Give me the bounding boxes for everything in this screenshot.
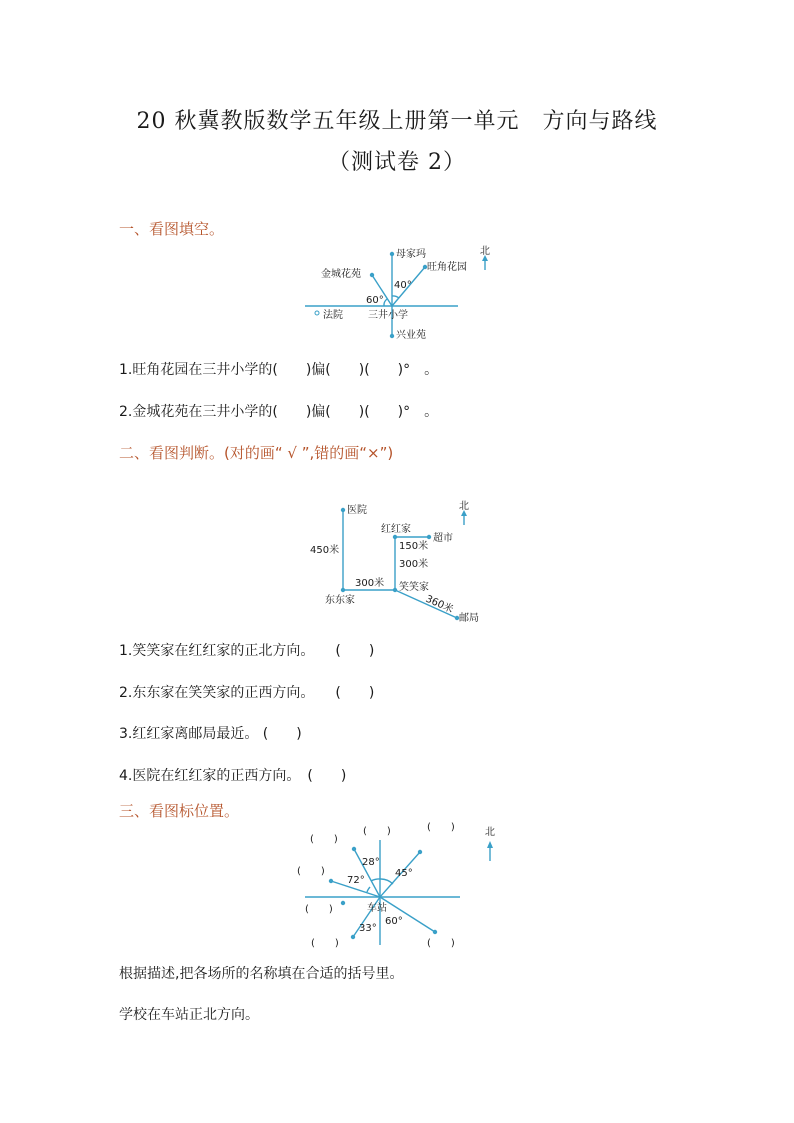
angle-72: 72° [347,875,365,886]
point-mujiama [390,252,394,256]
center-label: 车站 [367,903,387,914]
blank-g: ( ) [427,938,455,949]
blank-f: ( ) [311,938,339,949]
blank-d: ( ) [297,866,325,877]
section-1-heading: 一、看图填空。 [119,220,225,238]
label-jincheng: 金城花苑 [321,269,361,280]
arc-72 [367,887,370,892]
point-honghong [393,535,397,539]
section-2-heading: 二、看图判断。(对的画“ √ ”,错的画“×”) [119,444,394,462]
north-label-2: 北 [459,501,469,512]
angle-arc-60 [384,299,387,306]
label-fayuan: 法院 [323,310,343,321]
point-hospital [341,508,345,512]
dist-450: 450米 [310,545,340,556]
label-mujiama: 母家玛 [396,249,426,260]
arc-45 [380,879,393,884]
s2-question-1: 1.笑笑家在红红家的正北方向。 ( ) [119,643,375,659]
blank-e: ( ) [305,904,333,915]
angle-60: 60° [385,916,403,927]
dist-360: 360米 [423,593,455,616]
s3-line-1: 根据描述,把各场所的名称填在合适的括号里。 [119,966,404,982]
section-3-heading: 三、看图标位置。 [119,802,240,820]
page-subtitle: （测试卷 2） [328,150,466,175]
point-dongdong [341,588,345,592]
label-hospital: 医院 [347,505,367,516]
point-fayuan [315,311,319,315]
point-west [341,901,345,905]
blank-c: ( ) [427,822,455,833]
angle-28: 28° [362,857,380,868]
s2-question-4: 4.医院在红红家的正西方向。 ( ) [119,768,347,784]
north-arrow-icon-3 [487,841,493,848]
angle-40-label: 40° [394,280,412,291]
label-wangjiao: 旺角花园 [427,262,467,273]
label-xingye: 兴业苑 [396,330,426,341]
route-figure-2 [305,500,495,630]
point-ray-28 [352,847,356,851]
point-jincheng [370,273,374,277]
blank-b: ( ) [363,826,391,837]
direction-figure-1 [300,240,500,350]
s3-line-2: 学校在车站正北方向。 [119,1007,259,1023]
point-xiaoxiao [393,588,397,592]
point-market [427,535,431,539]
point-ray-45 [418,850,422,854]
arc-28 [371,879,380,881]
angle-33: 33° [359,923,377,934]
position-figure-3 [295,820,505,955]
angle-60-label: 60° [366,295,384,306]
point-ray-72 [329,879,333,883]
label-honghong: 红红家 [381,524,411,535]
angle-45: 45° [395,868,413,879]
s1-question-1: 1.旺角花园在三井小学的( )偏( )( )° 。 [119,362,439,378]
point-ray-60 [433,930,437,934]
label-dongdong: 东东家 [325,595,355,606]
point-ray-33 [351,935,355,939]
label-xiaoxiao: 笑笑家 [399,582,429,593]
label-market: 超市 [433,533,453,544]
north-label: 北 [480,246,490,257]
north-label-3: 北 [485,827,495,838]
dist-150: 150米 [399,541,429,552]
angle-arc-40 [392,296,399,298]
s2-question-3: 3.红红家离邮局最近。 ( ) [119,726,302,742]
dist-300-north: 300米 [399,559,429,570]
point-xingye [390,334,394,338]
blank-a: ( ) [310,834,338,845]
s2-question-2: 2.东东家在笑笑家的正西方向。 ( ) [119,685,375,701]
page-title: 20 秋冀教版数学五年级上册第一单元 方向与路线 [136,109,658,134]
s1-question-2: 2.金城花苑在三井小学的( )偏( )( )° 。 [119,404,439,420]
dist-300-west: 300米 [355,578,385,589]
label-post: 邮局 [459,613,479,624]
label-sanjing: 三井小学 [368,310,408,321]
